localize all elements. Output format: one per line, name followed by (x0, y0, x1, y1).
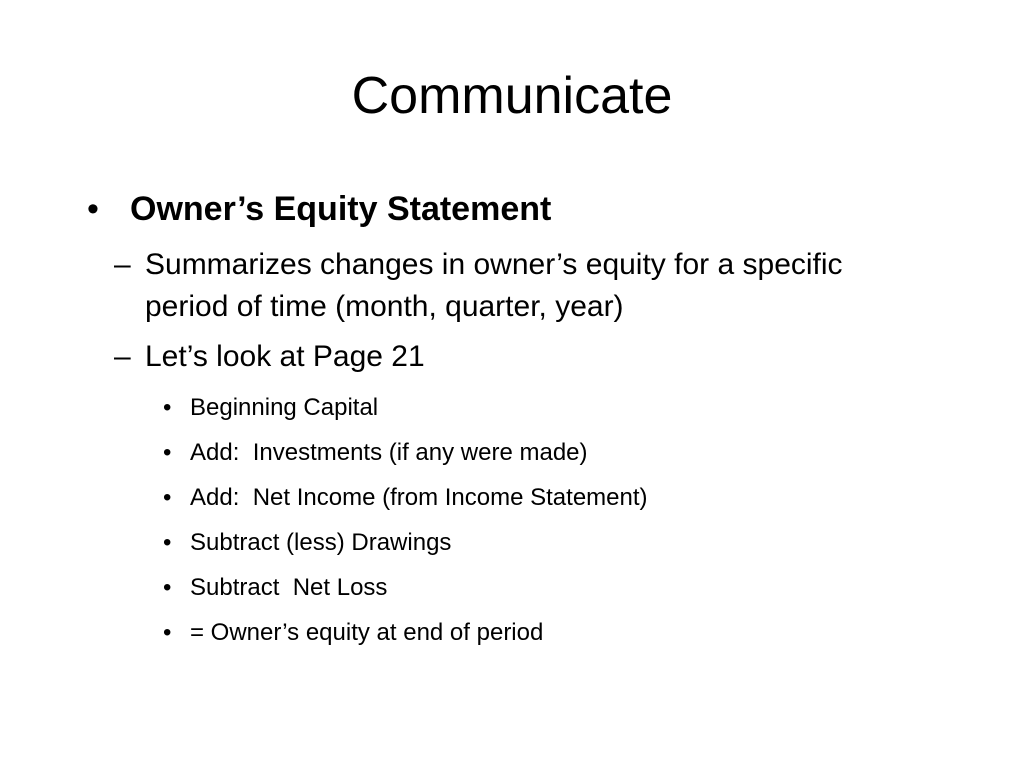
slide-title: Communicate (351, 67, 673, 125)
bullet-level3 (163, 526, 451, 560)
bullet-marker: • (163, 619, 172, 646)
bullet-text: Add: Net Income (from Income Statement) (190, 484, 648, 511)
bullet-text: Subtract Net Loss (190, 574, 388, 601)
bullet-level3 (163, 616, 543, 650)
bullet-level3 (163, 481, 648, 515)
bullet-marker: • (87, 190, 99, 228)
bullet-level3 (163, 391, 378, 425)
bullet-level3 (163, 571, 387, 605)
bullet-marker: • (163, 394, 172, 421)
dash-marker: – (114, 340, 131, 373)
bullet-level2 (114, 336, 885, 378)
bullet-level3 (163, 436, 588, 470)
bullet-heading: Owner’s Equity Statement (130, 190, 552, 228)
bullet-level1 (87, 188, 551, 230)
bullet-text: = Owner’s equity at end of period (190, 619, 544, 646)
bullet-marker: • (163, 484, 172, 511)
bullet-level2 (114, 244, 885, 328)
bullet-text: Let’s look at Page 21 (145, 340, 425, 373)
bullet-marker: • (163, 529, 172, 556)
bullet-text: Add: Investments (if any were made) (190, 439, 588, 466)
bullet-marker: • (163, 439, 172, 466)
bullet-text: Beginning Capital (190, 394, 379, 421)
dash-marker: – (114, 248, 131, 281)
bullet-text: Subtract (less) Drawings (190, 529, 452, 556)
bullet-text: Summarizes changes in owner’s equity for a specific period of time (month, quarter, year) (145, 248, 843, 323)
bullet-marker: • (163, 574, 172, 601)
